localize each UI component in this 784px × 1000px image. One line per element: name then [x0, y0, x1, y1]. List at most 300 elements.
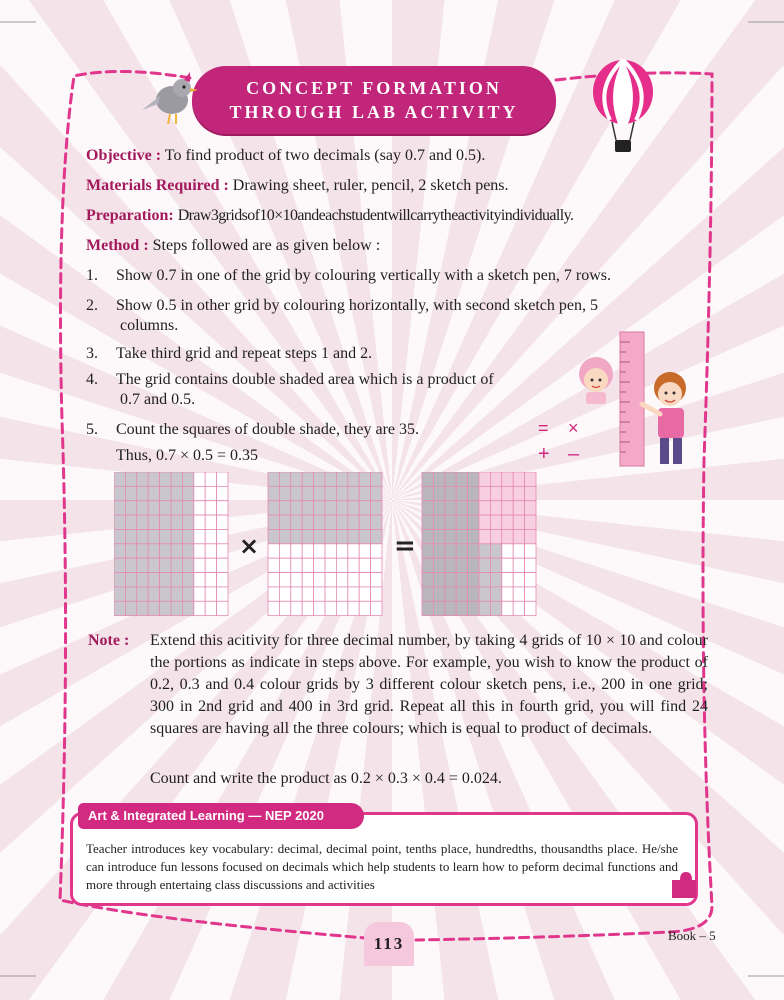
grid-cell	[479, 587, 490, 601]
grid-cell	[137, 529, 148, 543]
grid-cell	[325, 558, 336, 572]
grid-cell	[114, 486, 125, 500]
grid-cell	[359, 529, 370, 543]
grid-cell	[291, 544, 302, 558]
grid-cell	[148, 486, 159, 500]
grid-cell	[114, 529, 125, 543]
grid-cell	[205, 587, 216, 601]
grid-cell	[182, 529, 193, 543]
grid-cell	[371, 544, 382, 558]
grid-cell	[125, 529, 136, 543]
grid-cell	[137, 573, 148, 587]
materials-line	[86, 176, 509, 196]
grid-cell	[205, 501, 216, 515]
grid-cell	[336, 544, 347, 558]
grid-cell	[490, 529, 501, 543]
grid-cell	[325, 501, 336, 515]
materials-text: Drawing sheet, ruler, pencil, 2 sketch pens.	[232, 177, 509, 194]
grid-cell	[490, 486, 501, 500]
grid-cell	[513, 544, 524, 558]
grid-cell	[359, 472, 370, 486]
grid-cell	[160, 601, 171, 615]
step-number: 1.	[86, 267, 98, 284]
grid-cell	[125, 486, 136, 500]
grid-cell	[336, 573, 347, 587]
grid-cell	[371, 587, 382, 601]
step-text-cont: columns.	[120, 317, 179, 334]
grid-cell	[148, 558, 159, 572]
step-text: Show 0.5 in other grid by colouring horizontally, with second sketch pen, 5	[116, 297, 598, 314]
grid-cell	[479, 601, 490, 615]
grid-cell	[502, 472, 513, 486]
grid-cell	[182, 587, 193, 601]
grid-cell	[194, 515, 205, 529]
grid-cell	[114, 515, 125, 529]
grid-cell	[325, 472, 336, 486]
grid-cell	[490, 587, 501, 601]
step-number: 3.	[86, 345, 98, 362]
grid-cell	[468, 486, 479, 500]
grid-cell	[348, 529, 359, 543]
objective-line	[86, 146, 485, 166]
grid-cell	[182, 573, 193, 587]
grid-cell	[302, 472, 313, 486]
grid-cell	[502, 529, 513, 543]
grid-cell	[302, 486, 313, 500]
grid-cell	[171, 529, 182, 543]
grid-cell	[217, 529, 228, 543]
grid-cell	[433, 486, 444, 500]
page-number: 113	[364, 922, 414, 966]
method-text: Steps followed are as given below :	[152, 237, 381, 254]
grid-cell	[137, 501, 148, 515]
grid-cell	[468, 587, 479, 601]
title-banner	[192, 66, 556, 134]
grid-cell	[525, 515, 536, 529]
grid-cell	[302, 558, 313, 572]
grid-cell	[137, 486, 148, 500]
grid-cell	[479, 573, 490, 587]
grid-cell	[279, 472, 290, 486]
step-number: 2.	[86, 297, 98, 314]
grid-cell	[291, 558, 302, 572]
grid-cell	[422, 573, 433, 587]
grid-cell	[114, 544, 125, 558]
grid-cell	[148, 472, 159, 486]
grid-cell	[171, 472, 182, 486]
grid-cell	[336, 529, 347, 543]
grid-cell	[468, 501, 479, 515]
grid-0-7-vertical	[114, 472, 228, 616]
method-label: Method :	[86, 237, 149, 254]
grid-cell	[268, 486, 279, 500]
grid-cell	[336, 601, 347, 615]
grid-cell	[502, 486, 513, 500]
grid-cell	[314, 587, 325, 601]
art-integrated-text: Teacher introduces key vocabulary: decimal, decimal point, tenths place, hundredths, thousandths place. He/she can introduce fun lessons focused on decimals which help students to learn how to peform decimal functions and more through entertaing class discussions and activities	[86, 841, 678, 892]
grid-cell	[490, 601, 501, 615]
decimal-grids	[114, 472, 544, 620]
grid-cell	[359, 544, 370, 558]
objective-text: To find product of two decimals (say 0.7 and 0.5).	[164, 147, 486, 164]
grid-cell	[137, 601, 148, 615]
step-number: 4.	[86, 371, 98, 388]
grid-cell	[279, 601, 290, 615]
plus-symbol: +	[538, 443, 550, 465]
grid-cell	[182, 472, 193, 486]
grid-cell	[479, 486, 490, 500]
grid-cell	[359, 587, 370, 601]
grid-cell	[314, 515, 325, 529]
grid-cell	[302, 515, 313, 529]
grid-cell	[502, 544, 513, 558]
grid-cell	[314, 558, 325, 572]
grid-cell	[194, 587, 205, 601]
grid-cell	[205, 529, 216, 543]
grid-cell	[348, 558, 359, 572]
grid-cell	[194, 501, 205, 515]
grid-cell	[513, 529, 524, 543]
grid-cell	[433, 587, 444, 601]
preparation-text: Draw3gridsof10×10andeachstudentwillcarrytheactivityindividually.	[177, 207, 574, 224]
grid-cell	[456, 544, 467, 558]
grid-cell	[268, 573, 279, 587]
grid-cell	[445, 529, 456, 543]
title-line-1: CONCEPT FORMATION	[246, 78, 502, 98]
grid-cell	[217, 601, 228, 615]
grid-cell	[125, 587, 136, 601]
grid-cell	[182, 544, 193, 558]
grid-cell	[433, 601, 444, 615]
grid-cell	[513, 558, 524, 572]
kids-ruler-illustration	[534, 330, 704, 470]
grid-cell	[359, 515, 370, 529]
grid-cell	[479, 558, 490, 572]
step-number: 5.	[86, 421, 98, 438]
grid-cell	[490, 558, 501, 572]
grid-cell	[268, 472, 279, 486]
grid-cell	[456, 501, 467, 515]
grid-cell	[325, 486, 336, 500]
grid-cell	[479, 501, 490, 515]
grid-cell	[291, 601, 302, 615]
note-label: Note :	[88, 632, 130, 649]
grid-cell	[359, 601, 370, 615]
grid-cell	[160, 515, 171, 529]
grid-cell	[171, 601, 182, 615]
grid-cell	[205, 573, 216, 587]
grid-cell	[194, 544, 205, 558]
grid-cell	[433, 573, 444, 587]
grid-cell	[160, 529, 171, 543]
grid-cell	[445, 501, 456, 515]
grid-cell	[279, 501, 290, 515]
grid-cell	[268, 544, 279, 558]
grid-cell	[456, 529, 467, 543]
grid-cell	[302, 587, 313, 601]
art-integrated-tab: Art & Integrated Learning — NEP 2020	[78, 803, 364, 829]
equals-operator: =	[394, 531, 416, 561]
grid-cell	[114, 601, 125, 615]
grid-cell	[433, 558, 444, 572]
grid-cell	[371, 515, 382, 529]
grid-cell	[525, 501, 536, 515]
grid-cell	[371, 573, 382, 587]
grid-cell	[359, 486, 370, 500]
grid-cell	[114, 501, 125, 515]
grid-cell	[433, 529, 444, 543]
grid-cell	[182, 515, 193, 529]
grid-cell	[205, 601, 216, 615]
grid-cell	[371, 472, 382, 486]
grid-cell	[525, 587, 536, 601]
grid-cell	[468, 515, 479, 529]
grid-cell	[422, 544, 433, 558]
grid-cell	[456, 515, 467, 529]
grid-cell	[137, 587, 148, 601]
grid-cell	[513, 601, 524, 615]
grid-cell	[217, 544, 228, 558]
grid-cell	[194, 558, 205, 572]
grid-cell	[148, 515, 159, 529]
grid-cell	[445, 587, 456, 601]
grid-cell	[302, 573, 313, 587]
grid-cell	[445, 573, 456, 587]
grid-cell	[291, 515, 302, 529]
grid-cell	[114, 587, 125, 601]
grid-cell	[205, 515, 216, 529]
grid-cell	[479, 529, 490, 543]
grid-cell	[268, 587, 279, 601]
step-text: The grid contains double shaded area which is a product of	[116, 371, 494, 388]
grid-cell	[336, 472, 347, 486]
grid-cell	[194, 573, 205, 587]
grid-cell	[217, 486, 228, 500]
grid-cell	[456, 486, 467, 500]
grid-cell	[348, 587, 359, 601]
title-line-2: THROUGH LAB ACTIVITY	[229, 102, 519, 122]
grid-cell	[217, 501, 228, 515]
grid-cell	[182, 558, 193, 572]
equals-symbol: =	[538, 418, 549, 438]
grid-cell	[325, 587, 336, 601]
grid-cell	[125, 573, 136, 587]
grid-cell	[359, 573, 370, 587]
grid-cell	[114, 472, 125, 486]
grid-cell	[468, 558, 479, 572]
grid-cell	[205, 558, 216, 572]
grid-cell	[468, 573, 479, 587]
grid-cell	[348, 601, 359, 615]
step-text: Take third grid and repeat steps 1 and 2.	[116, 345, 373, 362]
objective-label: Objective :	[86, 147, 162, 164]
grid-cell	[160, 472, 171, 486]
grid-cell	[148, 573, 159, 587]
grid-cell	[479, 472, 490, 486]
hot-air-balloon-icon	[588, 58, 658, 158]
step-text: Count the squares of double shade, they are 35.	[116, 421, 420, 438]
grid-cell	[422, 501, 433, 515]
method-line	[86, 236, 380, 256]
grid-cell	[291, 501, 302, 515]
grid-cell	[148, 601, 159, 615]
grid-cell	[194, 601, 205, 615]
grid-cell	[422, 601, 433, 615]
grid-cell	[194, 486, 205, 500]
step-text: Show 0.7 in one of the grid by colouring vertically with a sketch pen, 7 rows.	[116, 267, 612, 284]
grid-cell	[490, 501, 501, 515]
grid-cell	[125, 501, 136, 515]
grid-cell	[314, 529, 325, 543]
grid-cell	[359, 558, 370, 572]
grid-cell	[433, 501, 444, 515]
preparation-line	[86, 206, 710, 226]
grid-product-double-shade	[422, 472, 536, 616]
grid-cell	[291, 529, 302, 543]
grid-cell	[348, 472, 359, 486]
step-text-cont: 0.7 and 0.5.	[120, 391, 196, 408]
grid-cell	[490, 573, 501, 587]
grid-cell	[325, 601, 336, 615]
grid-cell	[125, 472, 136, 486]
grid-cell	[502, 501, 513, 515]
grid-cell	[502, 573, 513, 587]
book-label: Book – 5	[668, 928, 716, 943]
grid-cell	[217, 472, 228, 486]
grid-cell	[268, 529, 279, 543]
grid-cell	[279, 558, 290, 572]
grid-cell	[445, 472, 456, 486]
grid-cell	[513, 486, 524, 500]
grid-cell	[325, 515, 336, 529]
grid-cell	[268, 558, 279, 572]
grid-cell	[348, 515, 359, 529]
grid-cell	[268, 501, 279, 515]
grid-cell	[182, 601, 193, 615]
grid-cell	[513, 573, 524, 587]
note-text: Extend this acitivity for three decimal number, by taking 4 grids of 10 × 10 and colour the portions as indicate in steps above. For example, you wish to know the product of 0.2, 0.3 and 0.4 colour grids by 3 different colour sketch pens, i.e., 200 in one grid; 300 in 2nd grid and 400 in 3rd grid. Repeat all this in fourth grid, you will find 24 squares are having all the three colours; which is equal to product of decimals.	[150, 632, 708, 737]
grid-cell	[371, 486, 382, 500]
grid-cell	[291, 486, 302, 500]
grid-cell	[422, 515, 433, 529]
grid-cell	[114, 573, 125, 587]
grid-cell	[371, 558, 382, 572]
grid-cell	[456, 472, 467, 486]
grid-cell	[348, 501, 359, 515]
grid-cell	[445, 558, 456, 572]
grid-cell	[468, 601, 479, 615]
grid-cell	[205, 544, 216, 558]
grid-cell	[479, 544, 490, 558]
grid-cell	[502, 558, 513, 572]
grid-cell	[445, 544, 456, 558]
grid-cell	[422, 558, 433, 572]
grid-cell	[148, 587, 159, 601]
grid-cell	[502, 587, 513, 601]
grid-cell	[325, 529, 336, 543]
grid-cell	[456, 587, 467, 601]
grid-cell	[137, 515, 148, 529]
grid-cell	[171, 587, 182, 601]
grid-cell	[325, 573, 336, 587]
grid-cell	[160, 558, 171, 572]
grid-cell	[433, 515, 444, 529]
grid-cell	[525, 558, 536, 572]
count-line: Count and write the product as 0.2 × 0.3 × 0.4 = 0.024.	[150, 770, 502, 787]
grid-cell	[268, 601, 279, 615]
grid-cell	[456, 601, 467, 615]
grid-cell	[194, 529, 205, 543]
preparation-label: Preparation:	[86, 207, 174, 224]
grid-cell	[217, 515, 228, 529]
grid-cell	[314, 573, 325, 587]
grid-cell	[336, 486, 347, 500]
puzzle-corner-icon	[670, 870, 698, 900]
grid-cell	[445, 515, 456, 529]
grid-cell	[279, 486, 290, 500]
grid-cell	[291, 573, 302, 587]
grid-cell	[279, 587, 290, 601]
grid-cell	[513, 515, 524, 529]
grid-cell	[525, 573, 536, 587]
grid-cell	[160, 501, 171, 515]
grid-cell	[302, 544, 313, 558]
grid-cell	[325, 544, 336, 558]
grid-cell	[371, 529, 382, 543]
grid-cell	[359, 501, 370, 515]
grid-cell	[205, 472, 216, 486]
grid-cell	[137, 472, 148, 486]
grid-cell	[314, 472, 325, 486]
grid-cell	[525, 472, 536, 486]
grid-cell	[445, 601, 456, 615]
grid-cell	[525, 529, 536, 543]
grid-cell	[336, 558, 347, 572]
grid-cell	[302, 529, 313, 543]
times-symbol: ×	[568, 418, 579, 438]
grid-cell	[422, 529, 433, 543]
grid-cell	[279, 515, 290, 529]
grid-cell	[445, 486, 456, 500]
grid-cell	[502, 515, 513, 529]
grid-cell	[279, 573, 290, 587]
grid-cell	[433, 544, 444, 558]
grid-cell	[468, 472, 479, 486]
grid-cell	[513, 472, 524, 486]
grid-cell	[422, 587, 433, 601]
grid-cell	[336, 587, 347, 601]
result-line: Thus, 0.7 × 0.5 = 0.35	[116, 447, 259, 464]
grid-cell	[422, 472, 433, 486]
grid-cell	[137, 558, 148, 572]
grid-cell	[479, 515, 490, 529]
minus-symbol: –	[568, 443, 580, 465]
grid-cell	[456, 573, 467, 587]
grid-cell	[314, 601, 325, 615]
grid-cell	[217, 573, 228, 587]
grid-cell	[314, 501, 325, 515]
grid-cell	[525, 601, 536, 615]
grid-cell	[217, 587, 228, 601]
grid-cell	[160, 573, 171, 587]
grid-cell	[348, 486, 359, 500]
grid-cell	[217, 558, 228, 572]
grid-cell	[205, 486, 216, 500]
grid-cell	[371, 501, 382, 515]
bird-icon	[140, 70, 200, 126]
grid-cell	[348, 544, 359, 558]
grid-cell	[114, 558, 125, 572]
